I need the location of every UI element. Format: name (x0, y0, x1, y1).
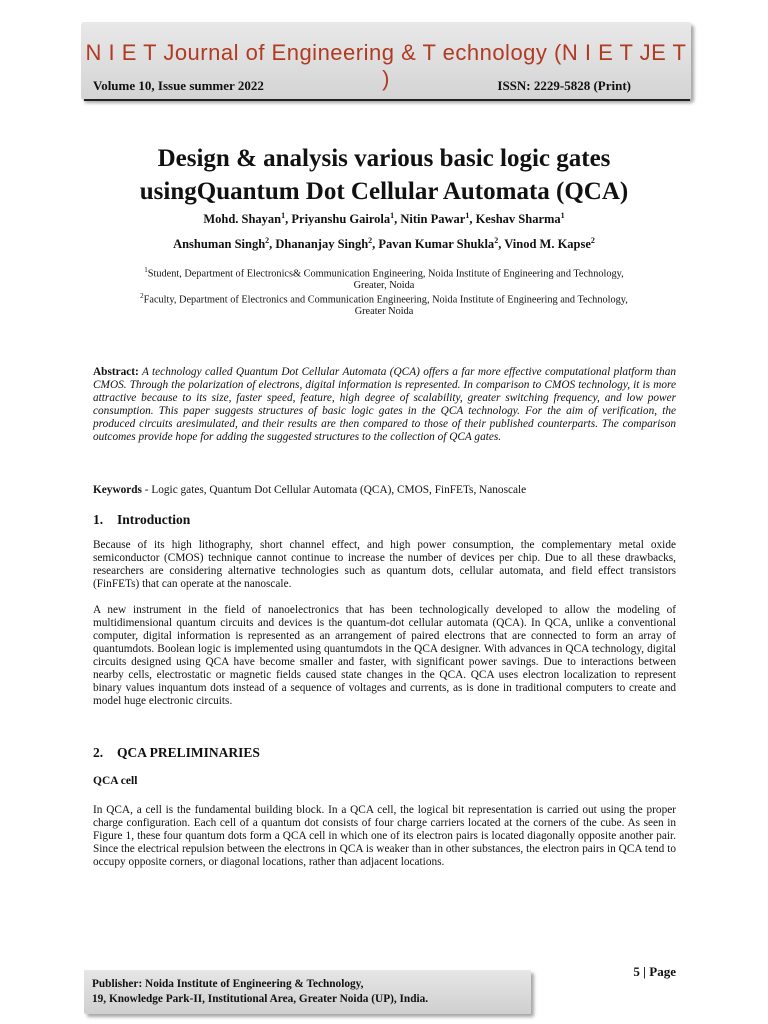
authors-line-2 (84, 236, 684, 252)
affiliation-2-marker: 2 (140, 292, 144, 300)
affiliation-2 (84, 290, 684, 318)
author-affiliation-marker: 2 (368, 236, 373, 245)
intro-paragraph-2: A new instrument in the field of nanoelectronics that has been technologically developed to allow the modeling of multidimensional quantum circuits and devices is the quantum-dot cellular automata (QCA). In QCA, unlike a conventional computer, digital information is represented as an arrangement of paired electrons that are connected to form an array of quantumdots. Boolean logic is implemented using quantumdots in the QCA designer. With advances in QCA technology, digital circuits designed using QCA have become smaller and faster, with significant power savings. Due to interactions between nearby cells, electrostatic or magnetic fields caused state changes in the QCA. QCA uses electron localization to represent binary values inquantum dots instead of a sequence of voltages and currents, as is done in traditional computers to create and model huge electronic circuits. (93, 604, 676, 707)
author-name: Dhananjay Singh (275, 237, 369, 252)
section-2-number: 2. (93, 745, 104, 760)
title-line-1: Design & analysis various basic logic gates (157, 145, 611, 172)
affiliation-1-text: Student, Department of Electronics& Communication Engineering, Noida Institute of Engineering and Technology, (147, 268, 624, 280)
author-name: Nitin Pawar (400, 212, 466, 227)
affiliation-1 (84, 264, 684, 292)
publisher-line-1: Publisher: Noida Institute of Engineering & Technology, (92, 978, 364, 990)
title-line-2: usingQuantum Dot Cellular Automata (QCA) (139, 178, 629, 205)
author-name: Priyanshu Gairola (291, 212, 391, 227)
abstract (93, 366, 676, 444)
author-name: Mohd. Shayan (203, 212, 282, 227)
publisher-line-2: 19, Knowledge Park-II, Institutional Area, Greater Noida (UP), India. (92, 993, 429, 1005)
paper-title (84, 142, 684, 208)
author-affiliation-marker: 2 (590, 236, 595, 245)
header-rule (84, 99, 690, 101)
keywords-label: Keywords (93, 484, 142, 496)
section-2-title: QCA PRELIMINARIES (117, 745, 260, 760)
abstract-text: A technology called Quantum Dot Cellular Automata (QCA) offers a far more effective computational platform than CMOS. Through the polarization of electrons, digital information is represented. In comparison to CMOS technology, it is more attractive because to its size, faster speed, feature, high degree of scalability, greater switching frequency, and low power consumption. This paper suggests structures of basic logic gates in the QCA technology. For the aim of verification, the produced circuits aresimulated, and their results are then compared to those of their published counterparts. The comparison outcomes provide hope for adding the suggested structures to the collection of QCA gates. (93, 366, 676, 443)
affiliation-1-marker: 1 (144, 266, 148, 274)
author-separator: , (285, 212, 292, 227)
intro-paragraph-1: Because of its high lithography, short channel effect, and high power consumption, the complementary metal oxide semiconductor (CMOS) technique cannot continue to increase the number of devices per chip. Due to all these drawbacks, researchers are considering alternative technologies such as quantum dots, cellular automata, and field effect transistors (FinFETs) that can operate at the nanoscale. (93, 539, 676, 590)
page-number: 5 | Page (633, 964, 676, 979)
section-introduction-heading (93, 512, 190, 528)
section-1-number: 1. (93, 512, 104, 527)
author-affiliation-marker: 2 (265, 236, 270, 245)
journal-title: N I E T Journal of Engineering & T echnology (N I E T JE T ) (85, 40, 687, 91)
author-name: Vinod M. Kapse (504, 237, 591, 252)
author-affiliation-marker: 1 (281, 211, 286, 220)
author-separator: , (469, 212, 476, 227)
issn: ISSN: 2229-5828 (Print) (497, 78, 631, 93)
publisher-footer (84, 970, 531, 1014)
author-name: Keshav Sharma (475, 212, 561, 227)
author-affiliation-marker: 1 (465, 211, 470, 220)
volume-issn-line (93, 78, 631, 94)
abstract-label: Abstract: (93, 366, 139, 378)
journal-header (81, 22, 691, 100)
author-name: Pavan Kumar Shukla (378, 237, 495, 252)
keywords (93, 484, 676, 497)
section-1-title: Introduction (117, 512, 191, 527)
author-separator: , (394, 212, 401, 227)
volume-issue: Volume 10, Issue summer 2022 (93, 78, 264, 93)
author-name: Anshuman Singh (173, 237, 266, 252)
author-affiliation-marker: 1 (390, 211, 395, 220)
author-affiliation-marker: 2 (494, 236, 499, 245)
author-affiliation-marker: 1 (560, 211, 565, 220)
author-separator: , (269, 237, 276, 252)
subsection-qca-cell-heading: QCA cell (93, 775, 138, 787)
authors-line-1 (84, 211, 684, 227)
author-separator: , (498, 237, 505, 252)
affiliation-2-city: Greater Noida (354, 306, 414, 318)
affiliation-1-city: Greater, Noida (353, 280, 415, 292)
keywords-text: - Logic gates, Quantum Dot Cellular Automata (QCA), CMOS, FinFETs, Nanoscale (141, 484, 527, 496)
author-separator: , (372, 237, 379, 252)
qca-cell-paragraph: In QCA, a cell is the fundamental building block. In a QCA cell, the logical bit representation is carried out using the proper charge configuration. Each cell of a quantum dot consists of four charge carriers located at the corners of the cube. As seen in Figure 1, these four quantum dots form a QCA cell in which one of its electron pairs is located diagonally opposite another pair. Since the electrical repulsion between the electrons in QCA is weaker than in other substances, the electron pairs in QCA tend to occupy opposite corners, or diagonal locations, rather than adjacent locations. (93, 804, 676, 868)
section-qca-preliminaries-heading (93, 745, 260, 761)
affiliation-2-text: Faculty, Department of Electronics and Communication Engineering, Noida Institute of Engineering and Technology, (143, 294, 628, 306)
